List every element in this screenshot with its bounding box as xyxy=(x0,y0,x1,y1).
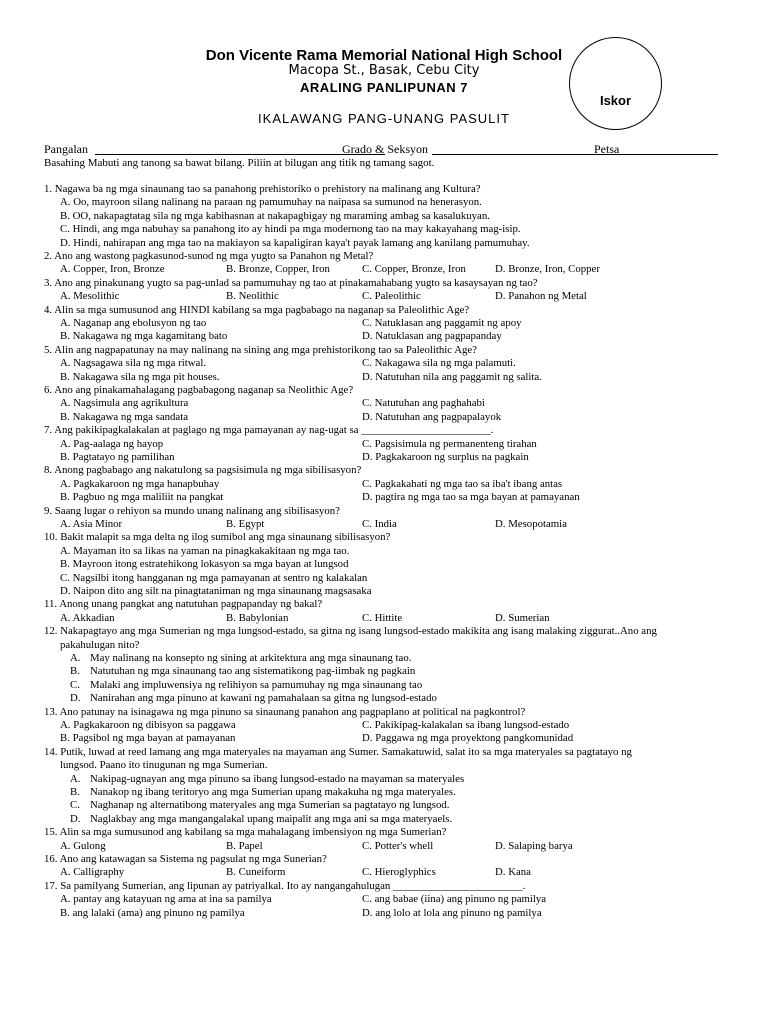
grade-section-label: Grado & Seksyon xyxy=(342,142,428,156)
answer-choice[interactable]: Malaki ang impluwensiya ng relihiyon sa pamumuhay ng mga sinaunang tao xyxy=(90,678,423,691)
answer-choice[interactable]: A. Pagkakaroon ng dibisyon sa paggawa xyxy=(60,719,236,731)
question-text-continued: lungsod. Paano ito tinugunan ng mga Sumerian. xyxy=(60,759,268,772)
answer-choice[interactable]: May nalinang na konsepto ng sining at arkitektura ang mga sinaunang tao. xyxy=(90,652,412,664)
answer-choice[interactable]: C. ang babae (iina) ang pinuno ng pamilya xyxy=(362,893,547,906)
answer-choice[interactable]: D. Natutuhan nila ang paggamit ng salita. xyxy=(362,370,542,383)
answer-choice[interactable]: B. Pagbuo ng mga maliliit na pangkat xyxy=(60,491,224,504)
date-label: Petsa xyxy=(594,142,620,156)
answer-choice[interactable]: D. Bronze, Iron, Copper xyxy=(495,263,600,276)
question-text: 7. Ang pakikipagkalakalan at paglago ng mga pamayanan ay nag-ugat sa ________________________. xyxy=(44,424,494,437)
answer-choice[interactable]: D. Paggawa ng mga proyektong pangkomunidad xyxy=(362,732,574,745)
answer-choice[interactable]: B. Papel xyxy=(226,839,263,852)
answer-choice[interactable]: Natutuhan ng mga sinaunang tao ang sistematikong pag-iimbak ng pagkain xyxy=(90,665,416,678)
answer-choice[interactable]: C. Potter's whell xyxy=(362,839,434,852)
student-info-fields xyxy=(44,142,718,158)
answer-choice[interactable]: B. Mayroon itong estratehikong lokasyon sa mga bayan at lungsod xyxy=(60,558,349,571)
exam-title: IKALAWANG PANG-UNANG PASULIT xyxy=(258,111,510,126)
answer-choice[interactable]: D. Naipon dito ang silt na pinagtataniman ng mga sinaunang magsasaka xyxy=(60,585,372,597)
question-text-continued: pakahulugan nito? xyxy=(60,638,140,651)
answer-choice[interactable]: C. Nagsilbi itong hangganan ng mga pamayanan at sentro ng kalakalan xyxy=(60,571,368,584)
answer-letter[interactable]: B. xyxy=(70,786,80,798)
answer-choice[interactable]: D. Pagkakaroon ng surplus na pagkain xyxy=(362,451,529,463)
score-circle xyxy=(569,37,662,130)
answer-choice[interactable]: A. pantay ang katayuan ng ama at ina sa pamilya xyxy=(60,893,272,906)
answer-letter[interactable]: D. xyxy=(70,692,81,705)
answer-choice[interactable]: D. pagtira ng mga tao sa mga bayan at pamayanan xyxy=(362,491,580,504)
question-text: 9. Saang lugar o rehiyon sa mundo unang nalinang ang sibilisasyon? xyxy=(44,504,340,517)
answer-choice[interactable]: B. OO, nakapagtatag sila ng mga kabihasnan at nakapagbigay ng maraming ambag sa kasalukuyan. xyxy=(60,209,490,222)
answer-choice[interactable]: C. Hittite xyxy=(362,611,403,624)
answer-choice[interactable]: A. Oo, mayroon silang nalinang na paraan ng pamumuhay na naipasa sa sumunod na henerasyon. xyxy=(60,196,482,209)
answer-choice[interactable]: A. Pag-aalaga ng hayop xyxy=(60,437,164,450)
question-text: 12. Nakapagtayo ang mga Sumerian ng mga lungsod-estado, sa gitna ng isang lungsod-estado makikita ang isang malaking ziggurat..Ano ang xyxy=(44,625,657,638)
question-text: 6. Ano ang pinakamahalagang pagbabagong naganap sa Neolithic Age? xyxy=(44,384,354,396)
answer-letter[interactable]: A. xyxy=(70,652,81,664)
answer-choice[interactable]: B. Neolithic xyxy=(226,290,279,303)
answer-choice[interactable]: D. ang lolo at lola ang pinuno ng pamilya xyxy=(362,906,542,919)
answer-choice[interactable]: B. Pagtatayo ng pamilihan xyxy=(60,451,175,463)
subject-title: ARALING PANLIPUNAN 7 xyxy=(300,80,468,95)
question-text: 2. Ano ang wastong pagkasunod-sunod ng mga yugto sa Panahon ng Metal? xyxy=(44,250,374,262)
answer-choice[interactable]: C. India xyxy=(362,518,397,530)
answer-choice[interactable]: A. Nagsagawa sila ng mga ritwal. xyxy=(60,357,207,370)
answer-choice[interactable]: C. Natutuhan ang paghahabi xyxy=(362,397,485,410)
answer-choice[interactable]: Nanakop ng ibang teritoryo ang mga Sumerian upang makakuha ng mga materyales. xyxy=(90,786,456,798)
answer-choice[interactable]: A. Mayaman ito sa likas na yaman na pinagkakakitaan ng mga tao. xyxy=(60,544,350,557)
answer-choice[interactable]: C. Pagsisimula ng permanenteng tirahan xyxy=(362,437,537,450)
question-text: 5. Alin ang nagpapatunay na may nalinang na sining ang mga prehistorikong tao sa Paleolithic Age? xyxy=(44,343,477,356)
score-label: Iskor xyxy=(599,93,632,108)
answer-choice[interactable]: B. Nakagawa ng mga kagamitang bato xyxy=(60,330,228,343)
answer-choice[interactable]: D. Panahon ng Metal xyxy=(495,290,587,303)
answer-choice[interactable]: D. Salaping barya xyxy=(495,839,573,852)
answer-choice[interactable]: A. Mesolithic xyxy=(60,290,120,303)
name-label: Pangalan xyxy=(44,142,88,156)
answer-choice[interactable]: D. Sumerian xyxy=(495,611,550,624)
answer-choice[interactable]: A. Copper, Iron, Bronze xyxy=(60,263,165,276)
answer-choice[interactable]: D. Natuklasan ang pagpapanday xyxy=(362,330,502,343)
question-text: 8. Anong pagbabago ang nakatulong sa pagsisimula ng mga sibilisasyon? xyxy=(44,464,362,477)
answer-choice[interactable]: A. Gulong xyxy=(60,839,106,852)
answer-choice[interactable]: C. Nakagawa sila ng mga palamuti. xyxy=(362,357,516,370)
answer-choice[interactable]: D. Hindi, nahirapan ang mga tao na makiayon sa kapaligiran kaya't payak lamang ang kanilang pamumuhay. xyxy=(60,236,530,249)
answer-choice[interactable]: Nakipag-ugnayan ang mga pinuno sa ibang lungsod-estado na mayaman sa materyales xyxy=(90,772,465,785)
question-text: 15. Alin sa mga sumusunod ang kabilang sa mga mahalagang imbensiyon ng mga Sumerian? xyxy=(44,826,447,839)
answer-choice[interactable]: B. Egypt xyxy=(226,518,265,530)
question-text: 13. Ano patunay na isinagawa ng mga pinuno sa sinaunang panahon ang pagpaplano at political na pagkontrol? xyxy=(44,705,526,718)
answer-letter[interactable]: D. xyxy=(70,812,81,825)
answer-choice[interactable]: B. Cuneiform xyxy=(226,866,286,879)
question-text: 14. Putik, luwad at reed lamang ang mga materyales na mayaman ang Sumer. Samakatuwid, salat ito sa mga materyales sa pagtatayo ng xyxy=(44,745,632,758)
answer-choice[interactable]: C. Hieroglyphics xyxy=(362,866,436,879)
answer-letter[interactable]: C. xyxy=(70,678,80,691)
question-text: 4. Alin sa mga sumusunod ang HINDI kabilang sa mga pagbabago na naganap sa Paleolithic Age? xyxy=(44,303,470,316)
answer-choice[interactable]: C. Pagkakahati ng mga tao sa iba't ibang antas xyxy=(362,477,563,490)
answer-choice[interactable]: A. Nagsimula ang agrikultura xyxy=(60,397,189,410)
answer-choice[interactable]: D. Kana xyxy=(495,866,531,879)
answer-choice[interactable]: C. Natuklasan ang paggamit ng apoy xyxy=(362,317,522,329)
question-text: 1. Nagawa ba ng mga sinaunang tao sa panahong prehistoriko o prehistory na malinang ang Kultura? xyxy=(44,183,481,195)
school-address: Macopa St., Basak, Cebu City xyxy=(288,63,480,78)
answer-choice[interactable]: C. Paleolithic xyxy=(362,290,421,303)
answer-choice[interactable]: D. Natutuhan ang pagpapalayok xyxy=(362,410,502,423)
answer-choice[interactable]: A. Asia Minor xyxy=(60,518,123,530)
answer-choice[interactable]: A. Pagkakaroon ng mga hanapbuhay xyxy=(60,477,220,490)
answer-choice[interactable]: C. Pakikipag-kalakalan sa ibang lungsod-estado xyxy=(362,719,570,731)
answer-choice[interactable]: C. Hindi, ang mga nabuhay sa panahong ito ay hindi pa mga modernong tao na may kakayahang mag-isip. xyxy=(60,223,521,236)
question-text: 11. Anong unang pangkat ang natutuhan pagpapanday ng bakal? xyxy=(44,598,323,611)
answer-choice[interactable]: B. Nakagawa ng mga sandata xyxy=(60,410,189,423)
answer-choice[interactable]: A. Naganap ang ebolusyon ng tao xyxy=(60,317,207,329)
school-name: Don Vicente Rama Memorial National High School xyxy=(205,47,563,64)
instructions: Basahing Mabuti ang tanong sa bawat bilang. Piliin at bilugan ang titik ng tamang sagot. xyxy=(44,157,435,169)
answer-letter[interactable]: A. xyxy=(70,772,81,785)
answer-letter[interactable]: B. xyxy=(70,665,80,678)
answer-choice[interactable]: Naghanap ng alternatibong materyales ang mga Sumerian sa pagtatayo ng lungsod. xyxy=(90,799,450,812)
question-text: 17. Sa pamilyang Sumerian, ang lipunan ay patriyalkal. Ito ay nangangahulugan ________________________. xyxy=(44,879,526,892)
answer-choice[interactable]: B. Babylonian xyxy=(226,611,289,624)
answer-choice[interactable]: Nanirahan ang mga pinuno at kawani ng pamahalaan sa gitna ng lungsod-estado xyxy=(90,692,437,705)
answer-choice[interactable]: A. Akkadian xyxy=(60,611,115,624)
answer-choice[interactable]: Naglakbay ang mga mangangalakal upang maipalit ang mga ani sa mga materyaels. xyxy=(90,812,453,825)
answer-choice[interactable]: B. Bronze, Copper, Iron xyxy=(226,263,330,276)
answer-choice[interactable]: B. Nakagawa sila ng mga pit houses. xyxy=(60,370,220,383)
answer-choice[interactable]: B. ang lalaki (ama) ang pinuno ng pamilya xyxy=(60,906,245,919)
question-text: 16. Ano ang katawagan sa Sistema ng pagsulat ng mga Sunerian? xyxy=(44,853,327,865)
question-text: 3. Ano ang pinakunang yugto sa pag-unlad sa pamumuhay ng tao at pinakamahabang yugto sa kasaysayan ng tao? xyxy=(44,276,538,289)
question-text: 10. Bakit malapit sa mga delta ng ilog sumibol ang mga sinaunang sibilisasyon? xyxy=(44,531,391,544)
answer-choice[interactable]: D. Mesopotamia xyxy=(495,518,567,530)
date-blank[interactable] xyxy=(626,154,718,155)
answer-choice[interactable]: C. Copper, Bronze, Iron xyxy=(362,263,466,276)
answer-letter[interactable]: C. xyxy=(70,799,80,812)
answer-choice[interactable]: A. Calligraphy xyxy=(60,866,125,879)
answer-choice[interactable]: B. Pagsibol ng mga bayan at pamayanan xyxy=(60,732,236,745)
